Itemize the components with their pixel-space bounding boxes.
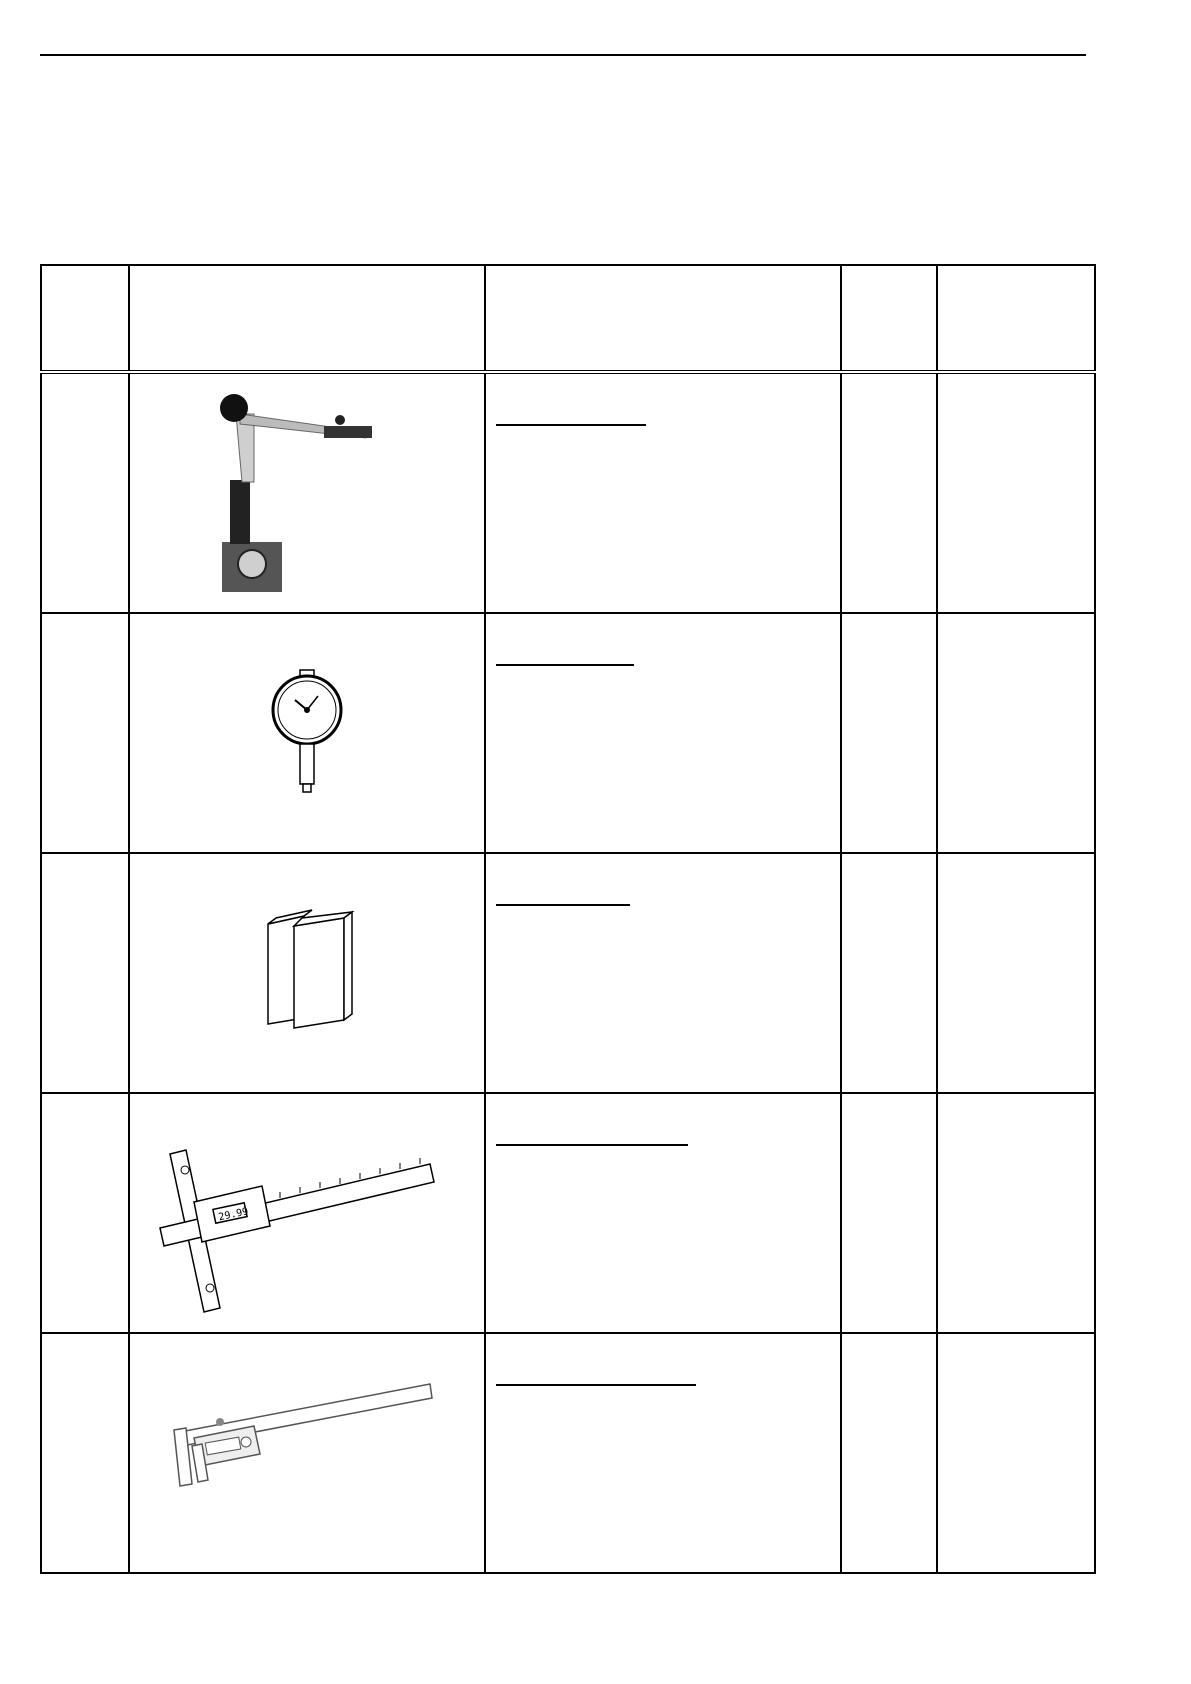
row-remarks [937, 372, 1095, 613]
dial-indicator-icon [130, 614, 484, 852]
row-image [129, 853, 485, 1093]
row-image [129, 613, 485, 853]
header-remarks [937, 265, 1095, 372]
row-remarks [937, 853, 1095, 1093]
digital-caliper-icon [130, 1334, 484, 1572]
tools-table [40, 264, 1096, 1574]
table-header-row [41, 265, 1095, 372]
description-underline [496, 424, 646, 426]
row-remarks [937, 1333, 1095, 1573]
row-no [41, 853, 129, 1093]
header-rule [40, 54, 1086, 56]
row-qty [841, 1333, 937, 1573]
row-description [485, 613, 841, 853]
description-underline [496, 664, 634, 666]
row-remarks [937, 1093, 1095, 1333]
row-image [129, 1093, 485, 1333]
row-image [129, 372, 485, 613]
row-qty [841, 372, 937, 613]
description-underline [496, 1144, 688, 1146]
table-row [41, 1093, 1095, 1333]
description-underline [496, 1384, 696, 1386]
row-description [485, 1093, 841, 1333]
row-qty [841, 853, 937, 1093]
row-description [485, 853, 841, 1093]
row-no [41, 613, 129, 853]
header-no [41, 265, 129, 372]
table-row [41, 1333, 1095, 1573]
magnetic-stand-icon [130, 374, 484, 612]
gauge-blocks-icon [130, 854, 484, 1092]
header-image [129, 265, 485, 372]
row-qty [841, 613, 937, 853]
row-qty [841, 1093, 937, 1333]
depth-caliper-icon [130, 1094, 484, 1332]
header-description [485, 265, 841, 372]
table-row [41, 613, 1095, 853]
row-description [485, 1333, 841, 1573]
row-no [41, 1093, 129, 1333]
caliper-display-text: 29.99 [217, 1206, 250, 1224]
row-no [41, 1333, 129, 1573]
table-row [41, 853, 1095, 1093]
row-description [485, 372, 841, 613]
row-remarks [937, 613, 1095, 853]
row-no [41, 372, 129, 613]
table-row [41, 372, 1095, 613]
description-underline [496, 904, 630, 906]
header-qty [841, 265, 937, 372]
row-image [129, 1333, 485, 1573]
